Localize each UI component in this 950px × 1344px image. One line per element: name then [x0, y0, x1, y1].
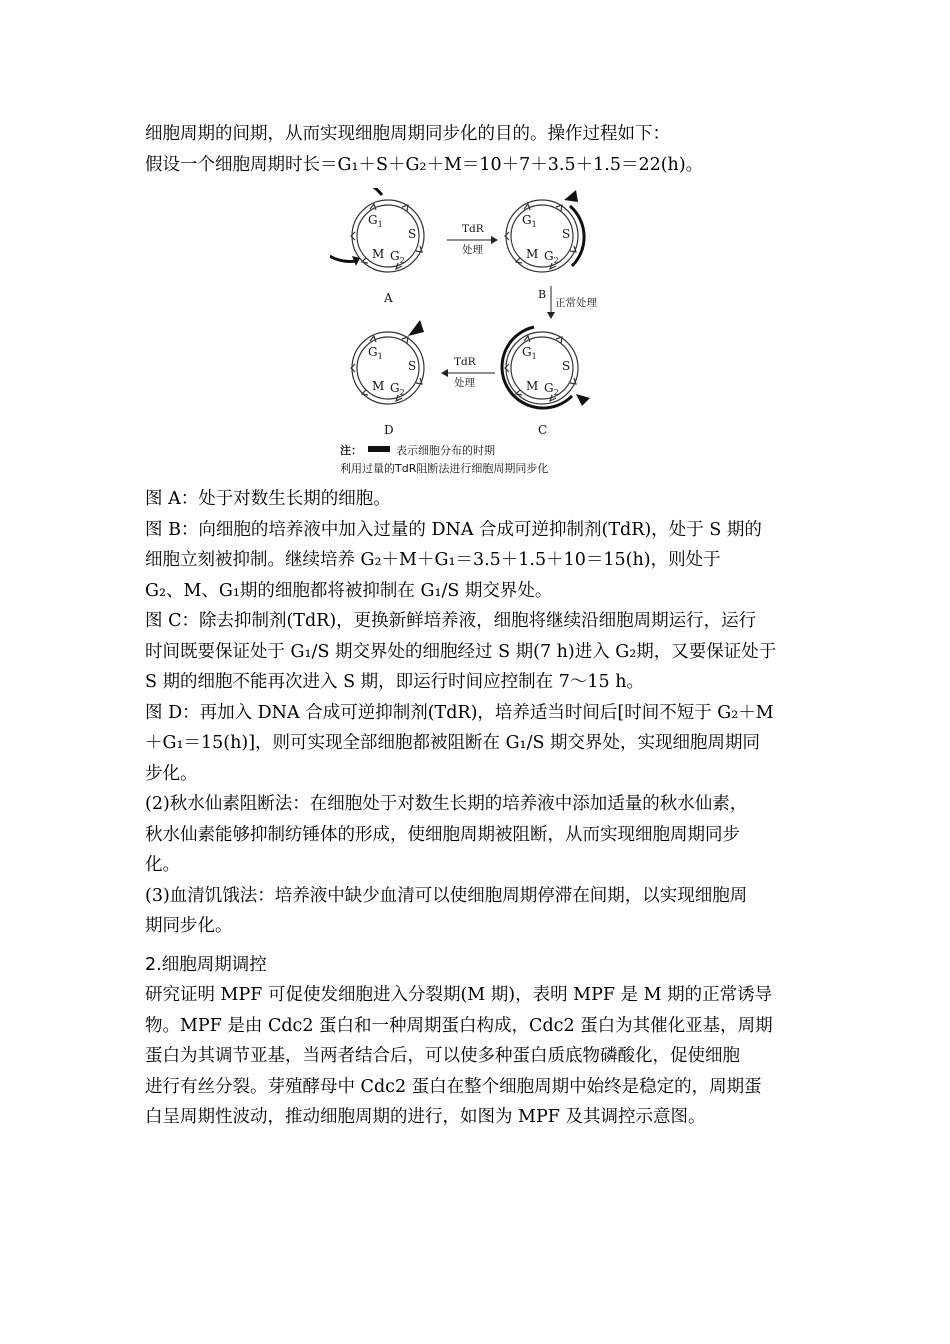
g2-label: $G_2$	[390, 381, 405, 397]
m-label: M	[526, 379, 539, 393]
g2-label: $G_2$	[390, 249, 405, 265]
text-line: 细胞立刻被抑制。继续培养 G₂＋M＋G₁＝3.5＋1.5＋10＝15(h)，则处于	[145, 550, 721, 570]
text-line: S 期的细胞不能再次进入 S 期，即运行时间应控制在 7～15 h。	[145, 672, 644, 692]
legend-bar-icon	[368, 446, 390, 452]
body-paragraphs	[145, 484, 810, 942]
text-line: 研究证明 MPF 可促使发细胞进入分裂期(M 期)，表明 MPF 是 M 期的正常诱导	[145, 985, 773, 1005]
arrow-a-to-b	[447, 223, 497, 256]
m-label: M	[372, 247, 385, 261]
cycle-panel-c	[502, 327, 590, 437]
m-label: M	[526, 247, 539, 261]
text-line: 图 C：除去抑制剂(TdR)，更换新鲜培养液，细胞将继续沿细胞周期运行，运行	[145, 611, 757, 631]
s-label: S	[408, 359, 417, 373]
figure-caption: 利用过量的TdR阻断法进行细胞周期同步化	[340, 462, 549, 475]
text-line: 蛋白为其调节亚基，当两者结合后，可以使多种蛋白质底物磷酸化，促使细胞	[145, 1046, 740, 1066]
text-line: 物。MPF 是由 Cdc2 蛋白和一种周期蛋白构成，Cdc2 蛋白为其催化亚基，周期	[145, 1015, 773, 1036]
g1-label: $G_1$	[368, 213, 383, 229]
note-prefix: 注：	[340, 444, 362, 457]
text-line: (2)秋水仙素阻断法：在细胞处于对数生长期的培养液中添加适量的秋水仙素，	[145, 794, 748, 814]
panel-label: D	[384, 423, 394, 437]
text-line: 期同步化。	[145, 916, 233, 936]
s-label: S	[562, 227, 571, 241]
text-line: 图 B：向细胞的培养液中加入过量的 DNA 合成可逆抑制剂(TdR)，处于 S 期的	[145, 519, 762, 540]
g1-label: $G_1$	[522, 345, 537, 361]
intro-line: 假设一个细胞周期时长＝G₁＋S＋G₂＋M＝10＋7＋3.5＋1.5＝22(h)。	[145, 154, 704, 175]
note-text: 表示细胞分布的时期	[396, 444, 495, 457]
section-heading: 2.细胞周期调控	[145, 955, 267, 975]
arrow-top-label: TdR	[454, 356, 476, 368]
figure-note	[340, 443, 548, 475]
g1-label: $G_1$	[368, 345, 383, 361]
cycle-panel-d	[351, 320, 424, 437]
intro-line: 细胞周期的间期，从而实现细胞周期同步化的目的。操作过程如下：	[145, 124, 670, 144]
s-label: S	[408, 227, 417, 241]
intro-paragraph	[145, 119, 810, 180]
g2-label: $G_2$	[544, 249, 559, 265]
panel-label: B	[538, 288, 547, 301]
g2-label: $G_2$	[544, 381, 559, 397]
text-line: 化。	[145, 855, 180, 875]
section-paragraph	[145, 980, 810, 1133]
arrow-b-to-c	[538, 286, 597, 318]
m-label: M	[372, 379, 385, 393]
arrow-side-label: 正常处理	[555, 297, 597, 309]
text-line: 时间既要保证处于 G₁/S 期交界处的细胞经过 S 期(7 h)进入 G₂期，又要保证处于	[145, 641, 777, 662]
panel-label: C	[538, 423, 548, 437]
text-line: 图 A：处于对数生长期的细胞。	[145, 489, 391, 509]
text-line: (3)血清饥饿法：培养液中缺少血清可以使细胞周期停滞在间期，以实现细胞周	[145, 885, 748, 906]
text-line: ＋G₁＝15(h)]，则可实现全部细胞都被阻断在 G₁/S 期交界处，实现细胞周期同	[145, 733, 761, 753]
cycle-panel-b	[505, 190, 584, 272]
text-line: 白呈周期性波动，推动细胞周期的进行，如图为 MPF 及其调控示意图。	[145, 1107, 706, 1127]
arrow-bottom-label: 处理	[454, 377, 475, 389]
arrow-bottom-label: 处理	[462, 244, 483, 256]
arrow-top-label: TdR	[462, 223, 484, 235]
tdr-block-figure	[330, 188, 630, 480]
s-label: S	[562, 359, 571, 373]
cycle-panel-a	[330, 188, 424, 305]
text-line: 图 D：再加入 DNA 合成可逆抑制剂(TdR)，培养适当时间后[时间不短于 G₂＋M	[145, 702, 774, 723]
text-line: 步化。	[145, 763, 198, 784]
panel-label: A	[384, 291, 393, 305]
text-line: 进行有丝分裂。芽殖酵母中 Cdc2 蛋白在整个细胞周期中始终是稳定的，周期蛋	[145, 1076, 762, 1097]
text-line: G₂、M、G₁期的细胞都将被抑制在 G₁/S 期交界处。	[145, 580, 553, 601]
text-line: 秋水仙素能够抑制纺锤体的形成，使细胞周期被阻断，从而实现细胞周期同步	[145, 824, 740, 845]
g1-label: $G_1$	[522, 213, 537, 229]
arrow-c-to-d	[442, 356, 495, 389]
